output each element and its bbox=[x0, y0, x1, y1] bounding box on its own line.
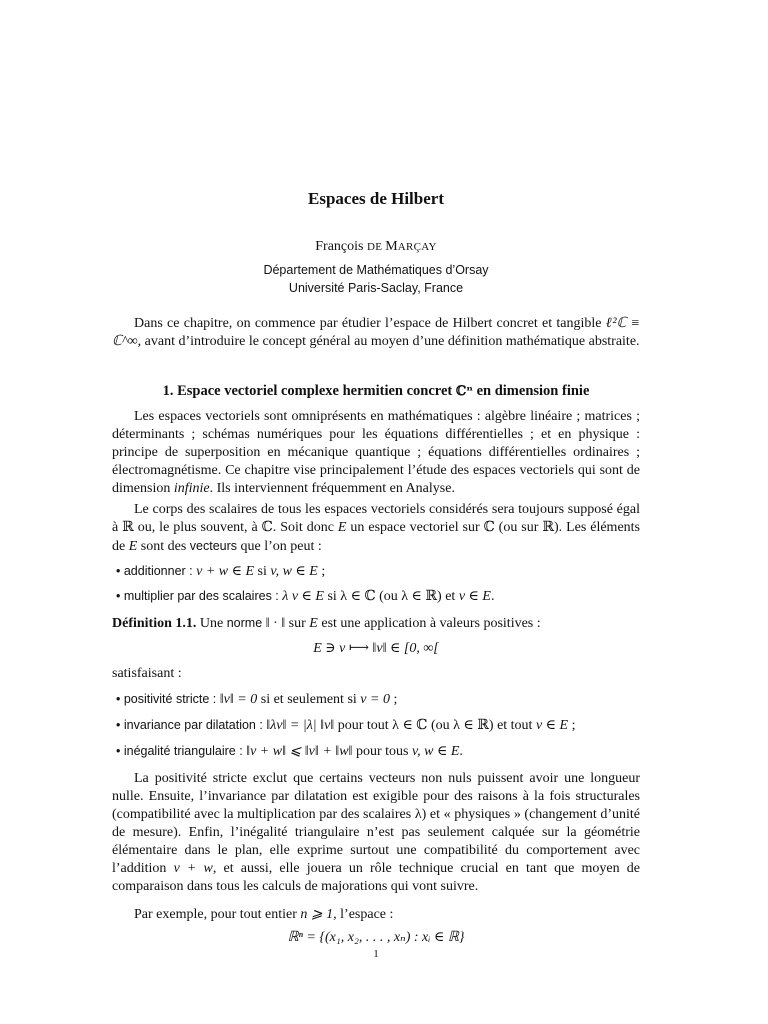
author bbox=[112, 238, 640, 256]
para4-text-a: Par exemple, pour tout entier bbox=[134, 907, 301, 922]
satisfaisant: satisfaisant : bbox=[112, 666, 182, 681]
paragraph-2 bbox=[112, 501, 640, 556]
author-last-rest: ARÇAY bbox=[397, 241, 437, 253]
operation-scale-math2: v ∈ E bbox=[458, 589, 491, 604]
para3-math: v + w bbox=[173, 861, 213, 876]
paragraph-4 bbox=[112, 906, 640, 924]
definition-label: Définition 1.1. bbox=[112, 616, 197, 631]
definition-formula: E ∋ v ⟼ ‖v‖ ∈ [0, ∞[ bbox=[313, 641, 439, 656]
abstract-text-end: , avant d’introduire le concept général au moyen d’une définition mathématique abstraite. bbox=[137, 334, 640, 349]
section-title-end: en dimension finie bbox=[472, 383, 590, 399]
section-number: 1. bbox=[162, 383, 174, 399]
operation-add bbox=[112, 562, 644, 581]
para4-math: n ⩾ 1 bbox=[300, 907, 334, 922]
definition bbox=[112, 614, 640, 633]
property-positivity-end: ; bbox=[389, 692, 398, 707]
para1-emphasis: infinie bbox=[173, 481, 210, 496]
property-positivity-math2: v = 0 bbox=[360, 692, 390, 707]
affiliation-line-2: Université Paris-Saclay, France bbox=[288, 281, 464, 295]
operation-scale bbox=[112, 587, 644, 606]
property-dilatation-label: • invariance par dilatation : bbox=[116, 718, 267, 732]
operation-add-label: • additionner : bbox=[116, 564, 197, 578]
para2-text-a: Le corps des scalaires de tous les espaces vectoriels considérés sera toujours supposé égal à ℝ ou, le plus souvent, à ℂ. Soit donc bbox=[112, 502, 640, 535]
property-positivity bbox=[112, 690, 644, 709]
operation-add-math: v + w ∈ E bbox=[196, 564, 255, 579]
operation-scale-math: λ v ∈ E bbox=[282, 589, 324, 604]
para2-text-c: sont des bbox=[137, 539, 190, 554]
property-dilatation bbox=[112, 716, 644, 735]
property-dilatation-rest: pour tout λ ∈ ℂ (ou λ ∈ ℝ) et tout bbox=[334, 718, 536, 733]
operation-add-end: ; bbox=[317, 564, 326, 579]
para2-text-b: un espace vectoriel sur ℂ (ou sur ℝ). Les éléments de bbox=[112, 520, 640, 554]
paragraph-3 bbox=[112, 770, 640, 896]
page-title: Espaces de Hilbert bbox=[308, 189, 444, 208]
section-title-math: ℂⁿ bbox=[455, 384, 473, 399]
section-heading bbox=[112, 382, 640, 401]
property-dilatation-math2: v ∈ E bbox=[535, 718, 569, 733]
abstract-text-start: Dans ce chapitre, on commence par étudier l’espace de Hilbert concret et tangible bbox=[134, 316, 602, 331]
para2-math-E2: E bbox=[128, 539, 138, 554]
para2-text-d: que l’on peut : bbox=[237, 539, 322, 554]
operation-scale-end: . bbox=[490, 589, 495, 604]
definition-text-a: Une bbox=[196, 616, 227, 631]
para1-text-end: . Ils interviennent fréquemment en Analyse. bbox=[209, 481, 455, 496]
operation-add-math2: v, w ∈ E bbox=[270, 564, 318, 579]
paragraph-1 bbox=[112, 408, 640, 498]
para3-text-a: La positivité stricte exclut que certains vecteurs non nuls puissent avoir une longueur nulle. Ensuite, l’invariance par dilatation est exigible pour des raisons à la fois structurales (compatibilité avec la multiplication par des scalaires λ) et « physiques » (changement d’unité de mesure). Enfin, l’inégalité triangulaire n’est pas seulement calquée sur la géométrie élémentaire dans le plan, elle exprime surtout une compatibilité du comportement avec l’addition bbox=[112, 771, 640, 876]
operation-scale-label: • multiplier par des scalaires : bbox=[116, 589, 283, 603]
property-triangle-label: • inégalité triangulaire : bbox=[116, 744, 247, 758]
property-dilatation-math: ‖λv‖ = |λ| ‖v‖ bbox=[266, 718, 335, 733]
para1-text: Les espaces vectoriels sont omniprésents en mathématiques : algèbre linéaire ; matrices ; déterminants ; schémas numériques pour les équations différentielles ; et en physique : principe de superposition en mécanique quantique ; équations différentielles ordinaires ; électromagnétisme. Ce chapitre vise principalement l’étude des espaces vectoriels qui sont de dimension bbox=[112, 409, 640, 496]
operation-add-rest: si bbox=[254, 564, 271, 579]
definition-math-E: E bbox=[309, 616, 318, 631]
author-de: DE bbox=[366, 241, 386, 253]
abstract-math: ℓ²ℂ ≡ ℂ^∞ bbox=[112, 316, 640, 349]
definition-norme: norme bbox=[226, 616, 263, 630]
property-dilatation-end: ; bbox=[568, 718, 576, 733]
property-triangle-math2: v, w ∈ E bbox=[411, 744, 460, 759]
operation-scale-rest: si λ ∈ ℂ (ou λ ∈ ℝ) et bbox=[323, 589, 459, 604]
abstract bbox=[112, 315, 640, 351]
para3-text-b: , et aussi, elle jouera un rôle technique crucial en tant que moyen de comparaison dans tous les calculs de majorations qui vont suivre. bbox=[112, 861, 640, 894]
author-last-initial: M bbox=[385, 239, 398, 254]
formula-rn: ℝⁿ = {(x₁, x₂, . . . , xₙ) : xᵢ ∈ ℝ} bbox=[287, 930, 465, 945]
property-triangle-rest: pour tous bbox=[352, 744, 412, 759]
property-triangle bbox=[112, 742, 644, 761]
affiliation-line-1: Département de Mathématiques d’Orsay bbox=[263, 263, 489, 277]
para2-vecteurs: vecteurs bbox=[189, 539, 238, 553]
page-number: 1 bbox=[373, 948, 379, 960]
property-triangle-math: ‖v + w‖ ⩽ ‖v‖ + ‖w‖ bbox=[246, 744, 353, 759]
para2-math-E1: E bbox=[337, 520, 347, 535]
property-positivity-rest: si et seulement si bbox=[257, 692, 361, 707]
para4-text-b: , l’espace : bbox=[333, 907, 394, 922]
property-positivity-math: ‖v‖ = 0 bbox=[219, 692, 258, 707]
property-positivity-label: • positivité stricte : bbox=[116, 692, 220, 706]
property-triangle-end: . bbox=[459, 744, 463, 759]
author-first: François bbox=[315, 239, 367, 254]
definition-text-b: ‖ · ‖ sur bbox=[262, 616, 310, 631]
section-title-start: Espace vectoriel complexe hermitien concret bbox=[177, 383, 456, 399]
definition-text-c: est une application à valeurs positives : bbox=[317, 616, 541, 631]
